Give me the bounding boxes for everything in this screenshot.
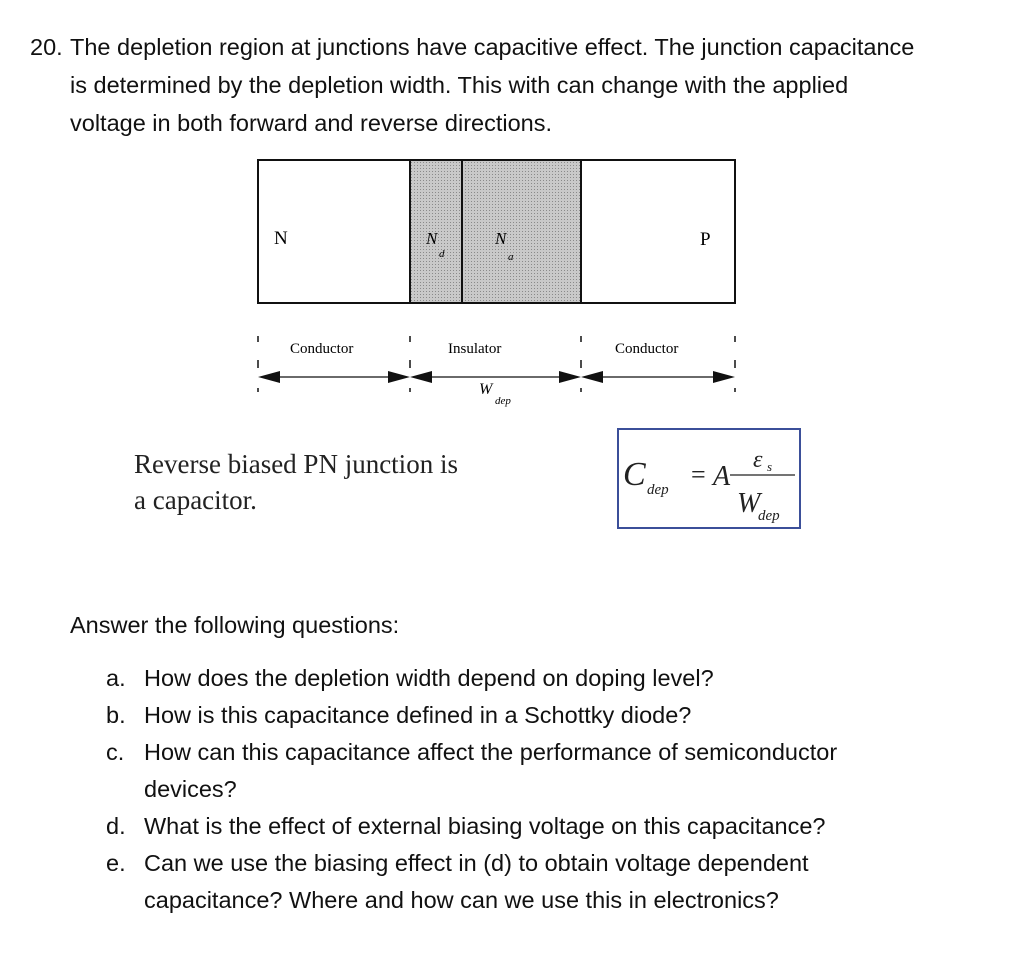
conductor-right-label: Conductor — [615, 341, 679, 357]
dimension-arrows — [258, 371, 735, 383]
diagram-caption — [134, 446, 458, 518]
item-text: capacitance? Where and how can we use this in electronics? — [144, 887, 779, 913]
formula-numerator: ε — [753, 447, 763, 473]
formula-lhs: C — [623, 456, 646, 493]
question-line: is determined by the depletion width. This with can change with the applied — [70, 72, 849, 98]
list-item — [106, 660, 966, 697]
item-text: Can we use the biasing effect in (d) to obtain voltage dependent — [144, 850, 809, 876]
insulator-label: Insulator — [448, 341, 502, 357]
list-item — [106, 734, 966, 808]
formula-equals: = — [691, 460, 706, 489]
item-label: a. — [106, 665, 126, 691]
formula-factor: A — [713, 461, 731, 492]
formula-denominator-subscript: dep — [758, 508, 780, 524]
width-subscript: dep — [495, 395, 511, 407]
region-nd-label: N — [426, 229, 438, 248]
region-na-label: N — [495, 229, 507, 248]
item-label: d. — [106, 813, 126, 839]
width-symbol: W — [479, 381, 493, 398]
region-n-label: N — [274, 228, 288, 249]
caption-line: Reverse biased PN junction is — [134, 449, 458, 479]
item-text: How is this capacitance defined in a Schottky diode? — [144, 702, 692, 728]
question-line: voltage in both forward and reverse directions. — [70, 110, 553, 136]
capacitance-formula — [619, 430, 799, 527]
region-na-subscript: a — [508, 251, 514, 263]
capacitance-formula-box — [617, 428, 801, 529]
item-text: devices? — [144, 776, 237, 802]
conductor-left-label: Conductor — [290, 341, 354, 357]
item-label: e. — [106, 850, 126, 876]
item-label: c. — [106, 739, 125, 765]
list-item — [106, 845, 966, 919]
item-label: b. — [106, 702, 126, 728]
formula-numerator-subscript: s — [767, 459, 773, 474]
item-text: How does the depletion width depend on doping level? — [144, 665, 714, 691]
formula-lhs-subscript: dep — [647, 482, 669, 498]
caption-line: a capacitor. — [134, 485, 257, 515]
answer-title: Answer the following questions: — [70, 612, 400, 638]
region-nd-subscript: d — [439, 248, 445, 260]
region-p-label: P — [700, 229, 711, 250]
list-item — [106, 808, 966, 845]
formula-denominator: W — [737, 488, 761, 519]
question-list — [106, 660, 966, 919]
question-number: 20. — [30, 34, 63, 60]
item-text: What is the effect of external biasing voltage on this capacitance? — [144, 813, 826, 839]
list-item — [106, 697, 966, 734]
item-text: How can this capacitance affect the performance of semiconductor — [144, 739, 838, 765]
question-line: The depletion region at junctions have capacitive effect. The junction capacitance — [70, 34, 915, 60]
